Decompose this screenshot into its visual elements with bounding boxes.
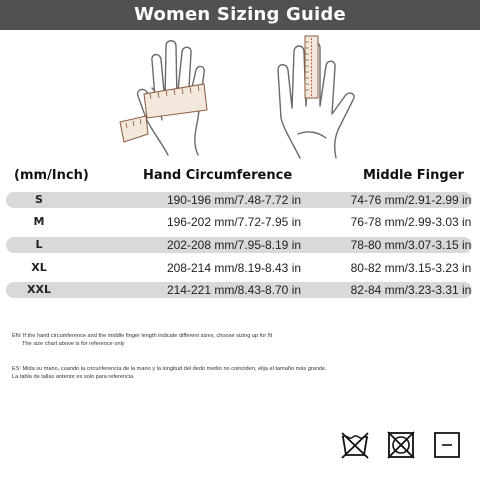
do-not-iron-icon: [432, 431, 462, 459]
hand-illustrations: [0, 30, 480, 165]
hand-circumference-value: 202-208 mm/7.95-8.19 in: [166, 238, 302, 252]
do-not-tumble-dry-icon: [386, 431, 416, 459]
middle-finger-value: 80-82 mm/3.15-3.23 in: [350, 261, 472, 275]
note-en-line-1: EN: If the hand circumference and the middle finger length indicate different sizes, choose sizing up for fit: [12, 333, 273, 339]
note-en-line-2: The size chart above is for reference only: [22, 341, 125, 347]
size-label: XL: [31, 261, 47, 274]
middle-finger-header: Middle Finger: [363, 168, 464, 183]
middle-finger-value: 78-80 mm/3.07-3.15 in: [350, 238, 472, 252]
hand-circumference-value: 208-214 mm/8.19-8.43 in: [166, 261, 302, 275]
do-not-wash-icon: [340, 431, 370, 459]
hand-circumference-header: Hand Circumference: [143, 168, 293, 183]
size-label: L: [35, 238, 43, 251]
middle-finger-value: 82-84 mm/3.23-3.31 in: [350, 283, 472, 297]
table-row: [6, 237, 472, 253]
unit-header: (mm/Inch): [14, 168, 89, 183]
note-es-line-2: La tabla de tallas anterior es solo para referencia: [12, 374, 134, 380]
table-row: [6, 214, 472, 230]
middle-finger-value: 74-76 mm/2.91-2.99 in: [350, 193, 472, 207]
page-title: Women Sizing Guide: [0, 0, 480, 30]
measuring-tape: [120, 84, 207, 142]
size-label: S: [35, 193, 43, 206]
middle-finger-value: 76-78 mm/2.99-3.03 in: [350, 215, 472, 229]
table-row: [6, 192, 472, 208]
table-row: [6, 260, 472, 276]
hand-circumference-value: 214-221 mm/8.43-8.70 in: [166, 283, 302, 297]
size-label: XXL: [27, 283, 51, 296]
size-label: M: [33, 215, 45, 228]
table-row: [6, 282, 472, 298]
note-es-line-1: ES: Mida su mano, cuando la circunferencia de la mano y la longitud del dedo medio no coinciden, elija el tamaño más grande.: [12, 366, 327, 372]
hand-circumference-value: 196-202 mm/7.72-7.95 in: [166, 215, 302, 229]
hand-circumference-value: 190-196 mm/7.48-7.72 in: [166, 193, 302, 207]
ruler: [305, 36, 318, 98]
